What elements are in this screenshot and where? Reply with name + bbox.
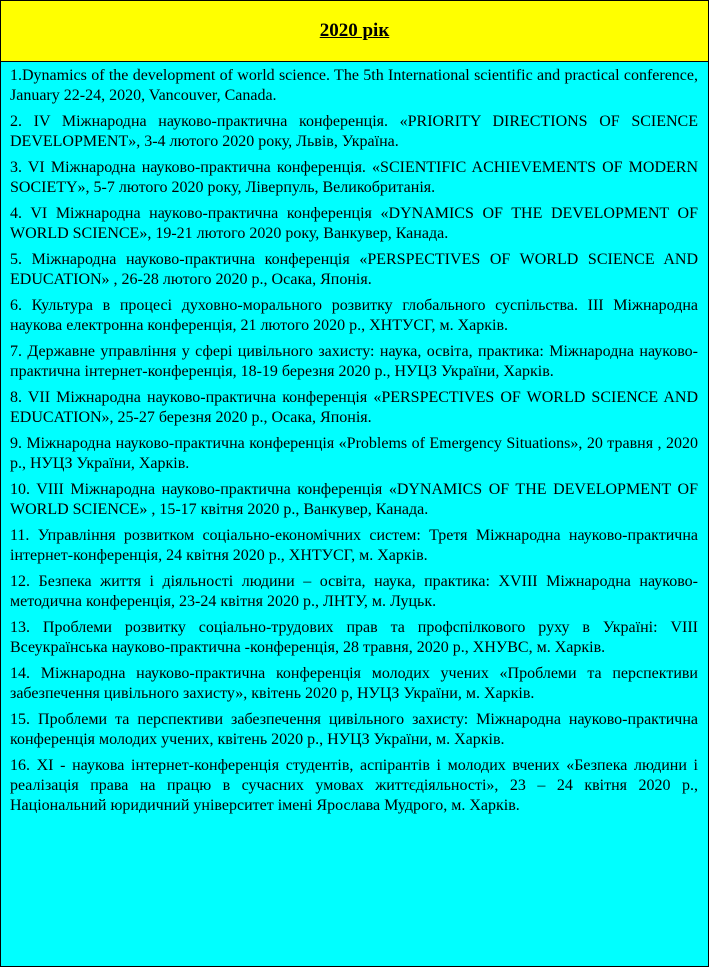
conference-entry-4: 4. VI Міжнародна науково-практична конференція «DYNAMICS OF THE DEVELOPMENT OF WORLD SCIENCE», 19-21 лютого 2020 року, Ванкувер, Канада. [10, 205, 698, 242]
conference-entry-13: 13. Проблеми розвитку соціально-трудових прав та профспілкового руху в Україні: VIII Всеукраїнська науково-практична -конференція, 28 травня, 2020 р., ХНУВС, м. Харків. [10, 619, 698, 656]
conference-entry-16: 16. XI - наукова інтернет-конференція студентів, аспірантів і молодих вчених «Безпека людини і реалізація права на працю в сучасних умовах життєдіяльності», 23 – 24 квітня 2020 р., Національний юридичний університет імені Ярослава Мудрого, м. Харків. [10, 757, 698, 814]
entries-cell [1, 62, 708, 966]
conference-entry-1: 1.Dynamics of the development of world science. The 5th International scientific and practical conference, January 22-24, 2020, Vancouver, Canada. [10, 67, 698, 104]
conference-entry-12: 12. Безпека життя і діяльності людини – освіта, наука, практика: XVIII Міжнародна науково-методична конференція, 23-24 квітня 2020 р., ЛНТУ, м. Луцьк. [10, 573, 698, 610]
conference-entry-10: 10. VIII Міжнародна науково-практична конференція «DYNAMICS OF THE DEVELOPMENT OF WORLD SCIENCE» , 15-17 квітня 2020 р., Ванкувер, Канада. [10, 481, 698, 518]
conference-entry-15: 15. Проблеми та перспективи забезпечення цивільного захисту: Міжнародна науково-практична конференція молодих учених, квітень 2020 р., НУЦЗ України, м. Харків. [10, 711, 698, 748]
conference-entry-7: 7. Державне управління у сфері цивільного захисту: наука, освіта, практика: Міжнародна науково-практична інтернет-конференція, 18-19 березня 2020 р., НУЦЗ України, Харків. [10, 343, 698, 380]
conference-entry-2: 2. IV Міжнародна науково-практична конференція. «PRIORITY DIRECTIONS OF SCIENCE DEVELOPMENT», 3-4 лютого 2020 року, Львів, Україна. [10, 113, 698, 150]
conference-entry-14: 14. Міжнародна науково-практична конференція молодих учених «Проблеми та перспективи забезпечення цивільного захисту», квітень 2020 р, НУЦЗ України, м. Харків. [10, 665, 698, 702]
conference-entry-3: 3. VI Міжнародна науково-практична конференція. «SCIENTIFIC ACHIEVEMENTS OF MODERN SOCIETY», 5-7 лютого 2020 року, Ліверпуль, Великобританія. [10, 159, 698, 196]
conference-entry-8: 8. VII Міжнародна науково-практична конференція «PERSPECTIVES OF WORLD SCIENCE AND EDUCATION», 25-27 березня 2020 р., Осака, Японія. [10, 389, 698, 426]
conference-entry-9: 9. Міжнародна науково-практична конференція «Problems of Emergency Situations», 20 травня , 2020 р., НУЦЗ України, Харків. [10, 435, 698, 472]
conference-entry-6: 6. Культура в процесі духовно-морального розвитку глобального суспільства. III Міжнародна наукова електронна конференція, 21 лютого 2020 р., ХНТУСГ, м. Харків. [10, 297, 698, 334]
year-heading: 2020 рік [319, 20, 390, 41]
table-header-cell [1, 1, 708, 62]
conference-entry-5: 5. Міжнародна науково-практична конференція «PERSPECTIVES OF WORLD SCIENCE AND EDUCATION» , 26-28 лютого 2020 р., Осака, Японія. [10, 251, 698, 288]
conference-entry-11: 11. Управління розвитком соціально-економічних систем: Третя Міжнародна науково-практична інтернет-конференція, 24 квітня 2020 р., ХНТУСГ, м. Харків. [10, 527, 698, 564]
